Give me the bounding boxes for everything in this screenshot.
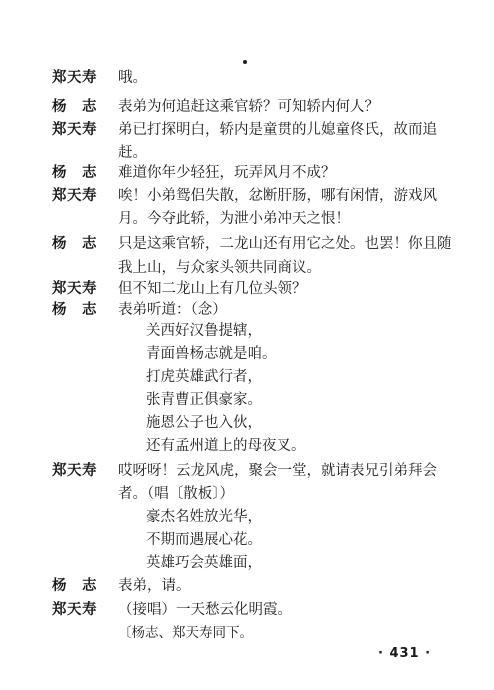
line-text: 表弟，请。: [118, 578, 191, 594]
speaker-name: 杨 志: [52, 578, 97, 594]
line-text: 月。今夺此轿，为泄小弟冲天之恨！: [118, 211, 350, 227]
speaker-name: 郑天寿: [52, 463, 97, 479]
speaker-name: 杨 志: [52, 302, 97, 318]
line-text: 哎呀呀！云龙风虎，聚会一堂，就请表兄引弟拜会: [118, 463, 437, 479]
line-text: 唉！小弟鸳侣失散，忿断肝肠，哪有闲情，游戏风: [118, 188, 437, 204]
line-text: 哦。: [118, 70, 147, 86]
speaker-name: 郑天寿: [52, 70, 97, 86]
line-text: （接唱）一天愁云化明霞。: [118, 602, 292, 618]
speaker-name: 杨 志: [52, 236, 97, 252]
speaker-name: 郑天寿: [52, 188, 97, 204]
line-text: 表弟为何追赶这乘官轿？可知轿内何人？: [118, 99, 379, 115]
line-text: 者。（唱〔散板〕）: [118, 486, 234, 502]
verse-text: 不期而遇展心花。: [146, 532, 262, 548]
verse-text: 还有孟州道上的母夜叉。: [146, 438, 306, 454]
speaker-name: 郑天寿: [52, 281, 97, 297]
line-text: 表弟听道：（念）: [118, 302, 227, 318]
verse-text: 打虎英雄武行者，: [146, 369, 262, 385]
verse-text: 施恩公子也入伙，: [146, 415, 262, 431]
verse-text: 关西好汉鲁提辖，: [146, 323, 262, 339]
line-text: 只是这乘官轿，二龙山还有用它之处。也罢！你且随: [118, 236, 452, 252]
verse-text: 英雄巧会英雄面，: [146, 555, 262, 571]
speaker-name: 郑天寿: [52, 602, 97, 618]
speaker-name: 杨 志: [52, 165, 97, 181]
line-text: 难道你年少轻狂，玩弄风月不成？: [118, 165, 336, 181]
verse-text: 豪杰名姓放光华，: [146, 509, 262, 525]
page-number: · 431 ·: [378, 646, 432, 661]
line-text: 我上山，与众家头领共同商议。: [118, 260, 321, 276]
speaker-name: 杨 志: [52, 99, 97, 115]
line-text: 赶。: [118, 145, 147, 161]
speaker-name: 郑天寿: [52, 122, 97, 138]
stage-text: 〔杨志、郑天寿同下。: [118, 625, 253, 641]
top-dot: [243, 60, 247, 64]
verse-text: 青面兽杨志就是咱。: [146, 346, 277, 362]
line-text: 但不知二龙山上有几位头领？: [118, 281, 307, 297]
verse-text: 张青曹正俱豪家。: [146, 392, 262, 408]
line-text: 弟已打探明白，轿内是童贯的儿媳童佟氏，故而追: [118, 122, 437, 138]
